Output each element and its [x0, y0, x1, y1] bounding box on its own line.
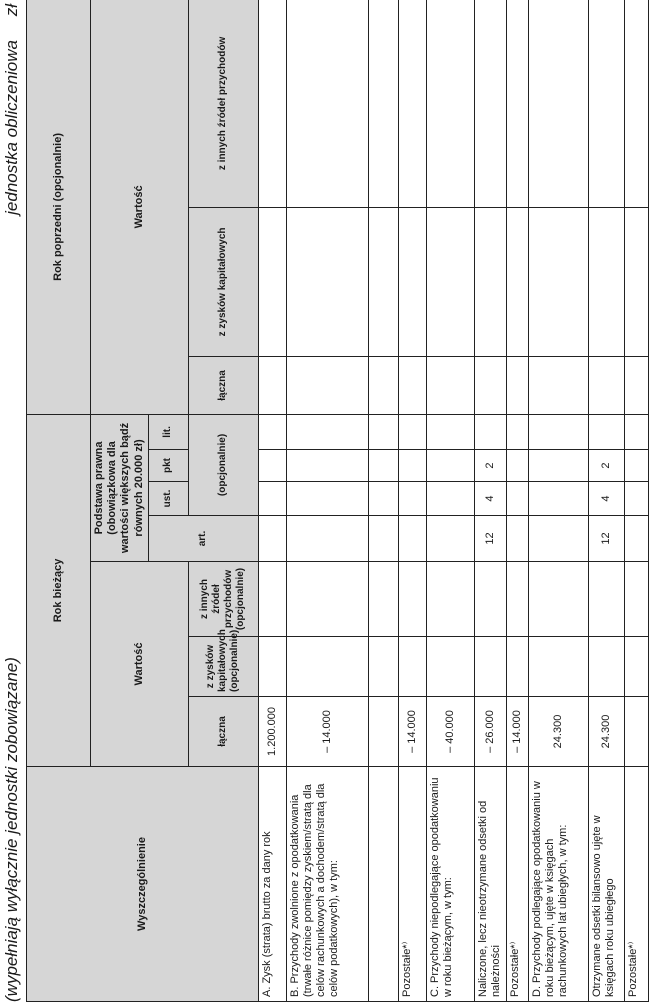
row-laczna: – 14.000	[506, 697, 528, 767]
row-label: Pozostałe*⁾	[398, 767, 426, 1002]
row-laczna	[624, 697, 648, 767]
table-row	[506, 0, 528, 1002]
table-row	[474, 0, 506, 1002]
row-ust	[368, 482, 398, 516]
row-art	[258, 516, 286, 562]
row-ust	[426, 482, 474, 516]
table-row	[624, 0, 648, 1002]
row-art: 12	[588, 516, 624, 562]
header-z-zyskow-prev: z zysków kapitałowych	[188, 207, 258, 356]
row-laczna: – 26.000	[474, 697, 506, 767]
row-label: C. Przychody niepodlegające opodatkowaniu w roku bieżącym, w tym:	[426, 767, 474, 1002]
row-ust	[528, 482, 588, 516]
header-wartosc: Wartość	[91, 562, 189, 767]
row-art	[426, 516, 474, 562]
row-art	[286, 516, 368, 562]
row-label	[368, 767, 398, 1002]
row-art	[624, 516, 648, 562]
row-laczna: 1.200.000	[258, 697, 286, 767]
row-label: Pozostałe*⁾	[506, 767, 528, 1002]
row-laczna: – 40.000	[426, 697, 474, 767]
row-ust: 4	[474, 482, 506, 516]
row-label: B. Przychody zwolnione z opodatkowania (trwałe różnice pomiędzy zyskiem/stratą dla celów rachunkowych a dochodem/stratą dla celów podatkowych), w tym:	[286, 767, 368, 1002]
row-pkt	[368, 450, 398, 482]
table-row	[426, 0, 474, 1002]
caption-unit: zł	[2, 4, 21, 17]
row-laczna: 24.300	[528, 697, 588, 767]
row-art: 12	[474, 516, 506, 562]
row-pkt: 2	[588, 450, 624, 482]
header-opcjonalnie: (opcjonalnie)	[188, 414, 258, 515]
row-label: Pozostałe*⁾	[624, 767, 648, 1002]
table-row	[528, 0, 588, 1002]
row-pkt	[286, 450, 368, 482]
row-ust	[258, 482, 286, 516]
header-laczna: łączna	[188, 697, 258, 767]
row-label: D. Przychody podlegające opodatkowaniu w roku bieżącym, ujęte w księgach rachunkowych lat ubiegłych, w tym:	[528, 767, 588, 1002]
row-laczna	[368, 697, 398, 767]
row-pkt	[258, 450, 286, 482]
tax-table	[26, 0, 649, 1002]
caption-unit-label: jednostka obliczeniowa	[2, 40, 21, 215]
row-pkt	[528, 450, 588, 482]
header-ust: ust.	[148, 482, 188, 516]
row-laczna: 24.300	[588, 697, 624, 767]
row-laczna: – 14.000	[398, 697, 426, 767]
row-pkt	[624, 450, 648, 482]
row-pkt: 2	[474, 450, 506, 482]
table-row	[588, 0, 624, 1002]
row-art	[398, 516, 426, 562]
row-pkt	[506, 450, 528, 482]
header-rok-biezacy: Rok bieżący	[27, 414, 91, 766]
row-ust	[286, 482, 368, 516]
row-ust	[624, 482, 648, 516]
table-row	[258, 0, 286, 1002]
row-art	[528, 516, 588, 562]
header-z-zyskow: z zysków kapitałowych (opcjonalnie)	[188, 637, 258, 697]
row-pkt	[426, 450, 474, 482]
header-wartosc-prev: Wartość	[91, 0, 189, 414]
header-pkt: pkt	[148, 450, 188, 482]
header-rok-poprzedni: Rok poprzedni (opcjonalnie)	[27, 0, 91, 414]
row-ust	[506, 482, 528, 516]
header-podstawa: Podstawa prawna (obowiązkowa dla wartości większych bądź równych 20.000 zł)	[91, 414, 149, 561]
row-laczna: – 14.000	[286, 697, 368, 767]
header-lit: lit.	[148, 414, 188, 449]
row-art	[368, 516, 398, 562]
header-art: art.	[148, 516, 258, 562]
row-label: Naliczone, lecz nieotrzymane odsetki od należności	[474, 767, 506, 1002]
table-row	[398, 0, 426, 1002]
row-label: Otrzymane odsetki bilansowo ujęte w księgach roku ubiegłego	[588, 767, 624, 1002]
table-row	[286, 0, 368, 1002]
caption-left: (wypełniają wyłącznie jednostki zobowiązane)	[2, 657, 21, 1002]
row-ust: 4	[588, 482, 624, 516]
header-z-innych: z innych źródeł przychodów (opcjonalnie)	[188, 562, 258, 637]
table-row	[368, 0, 398, 1002]
header-z-innych-prev: z innych źródeł przychodów	[188, 0, 258, 207]
row-pkt	[398, 450, 426, 482]
row-art	[506, 516, 528, 562]
row-label: A. Zysk (strata) brutto za dany rok	[258, 767, 286, 1002]
row-ust	[398, 482, 426, 516]
header-wyszczegolnienie: Wyszczególnienie	[27, 767, 259, 1002]
header-laczna-prev: łączna	[188, 356, 258, 414]
